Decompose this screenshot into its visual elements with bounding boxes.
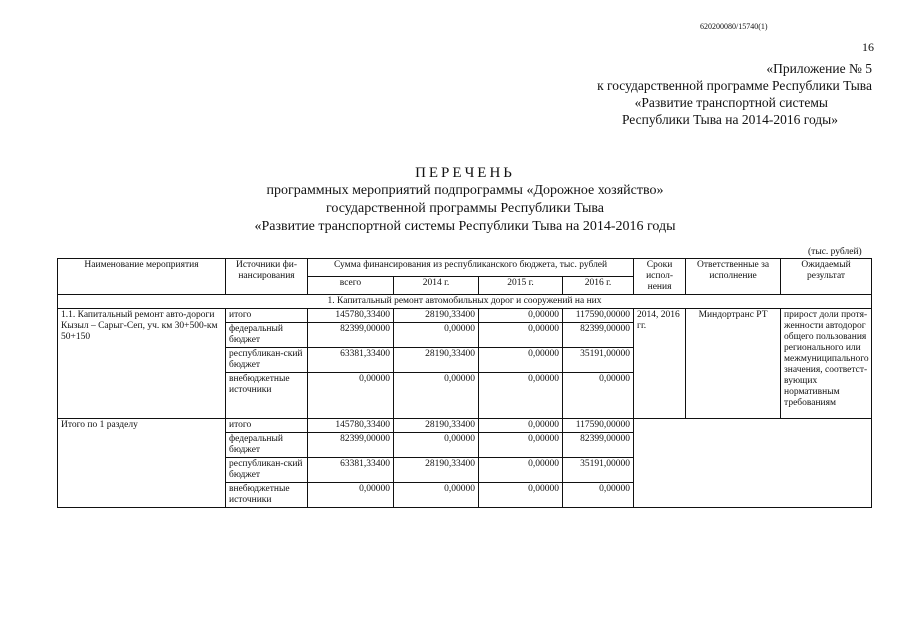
source-cell: федеральный бюджет bbox=[226, 323, 308, 348]
header-name: Наименование мероприятия bbox=[58, 259, 226, 295]
y2015-cell: 0,00000 bbox=[479, 458, 563, 483]
header-2015: 2015 г. bbox=[479, 277, 563, 295]
document-code: 620200080/15740(1) bbox=[700, 22, 768, 31]
section-row bbox=[58, 295, 872, 309]
appendix-line-4: Республики Тыва на 2014-2016 годы» bbox=[621, 112, 838, 127]
y2014-cell: 28190,33400 bbox=[394, 309, 479, 323]
page-number: 16 bbox=[862, 40, 874, 54]
y2015-cell: 0,00000 bbox=[479, 483, 563, 508]
document-title bbox=[200, 164, 730, 236]
terms-cell: 2014, 2016 гг. bbox=[634, 309, 686, 419]
y2016-cell: 82399,00000 bbox=[563, 433, 634, 458]
section-title: 1. Капитальный ремонт автомобильных дорог и сооружений на них bbox=[58, 295, 872, 309]
total-cell: 0,00000 bbox=[308, 483, 394, 508]
header-responsible: Ответственные за исполнение bbox=[686, 259, 781, 295]
total-cell: 145780,33400 bbox=[308, 419, 394, 433]
header-2016: 2016 г. bbox=[563, 277, 634, 295]
y2015-cell: 0,00000 bbox=[479, 309, 563, 323]
total-cell: 63381,33400 bbox=[308, 348, 394, 373]
y2014-cell: 0,00000 bbox=[394, 373, 479, 419]
y2014-cell: 0,00000 bbox=[394, 433, 479, 458]
y2016-cell: 35191,00000 bbox=[563, 348, 634, 373]
y2015-cell: 0,00000 bbox=[479, 373, 563, 419]
y2016-cell: 82399,00000 bbox=[563, 323, 634, 348]
y2016-cell: 117590,00000 bbox=[563, 309, 634, 323]
total-cell: 82399,00000 bbox=[308, 323, 394, 348]
header-result: Ожидаемый результат bbox=[781, 259, 872, 295]
y2015-cell: 0,00000 bbox=[479, 323, 563, 348]
title-line-2: программных мероприятий подпрограммы «Дорожное хозяйство» bbox=[266, 183, 664, 198]
units-label: (тыс. рублей) bbox=[808, 247, 862, 257]
total-cell: 0,00000 bbox=[308, 373, 394, 419]
y2014-cell: 28190,33400 bbox=[394, 419, 479, 433]
source-cell: республикан-ский бюджет bbox=[226, 348, 308, 373]
y2014-cell: 28190,33400 bbox=[394, 348, 479, 373]
y2014-cell: 0,00000 bbox=[394, 323, 479, 348]
total-cell: 145780,33400 bbox=[308, 309, 394, 323]
y2015-cell: 0,00000 bbox=[479, 419, 563, 433]
source-cell: внебюджетные источники bbox=[226, 373, 308, 419]
title-line-3: государственной программы Республики Тыва bbox=[326, 201, 604, 216]
responsible-cell: Миндортранс РТ bbox=[686, 309, 781, 419]
appendix-line-2: к государственной программе Республики Тыва bbox=[597, 78, 872, 93]
header-sources: Источники фи-нансирования bbox=[226, 259, 308, 295]
total-cell: 63381,33400 bbox=[308, 458, 394, 483]
y2014-cell: 28190,33400 bbox=[394, 458, 479, 483]
source-cell: итого bbox=[226, 309, 308, 323]
table-row bbox=[58, 419, 872, 433]
source-cell: республикан-ский бюджет bbox=[226, 458, 308, 483]
activity-name: 1.1. Капитальный ремонт авто-дороги Кызыл – Сарыг-Сеп, уч. км 30+500-км 50+150 bbox=[58, 309, 226, 419]
y2014-cell: 0,00000 bbox=[394, 483, 479, 508]
total-section-name: Итого по 1 разделу bbox=[58, 419, 226, 508]
appendix-header bbox=[452, 60, 872, 128]
appendix-line-3: «Развитие транспортной системы bbox=[634, 95, 828, 110]
header-terms: Сроки испол-нения bbox=[634, 259, 686, 295]
y2016-cell: 35191,00000 bbox=[563, 458, 634, 483]
y2016-cell: 0,00000 bbox=[563, 483, 634, 508]
table-row bbox=[58, 309, 872, 323]
title-word: ПЕРЕЧЕНЬ bbox=[415, 165, 515, 181]
y2015-cell: 0,00000 bbox=[479, 348, 563, 373]
y2015-cell: 0,00000 bbox=[479, 433, 563, 458]
source-cell: итого bbox=[226, 419, 308, 433]
header-total: всего bbox=[308, 277, 394, 295]
header-funding: Сумма финансирования из республиканского бюджета, тыс. рублей bbox=[308, 259, 634, 277]
empty-area bbox=[634, 419, 872, 508]
result-cell: прирост доли протя-женности автодорог общего пользования регионального или межмуниципального значения, соответст-вующих нормативным требованиям bbox=[781, 309, 872, 419]
total-cell: 82399,00000 bbox=[308, 433, 394, 458]
y2016-cell: 0,00000 bbox=[563, 373, 634, 419]
source-cell: федеральный бюджет bbox=[226, 433, 308, 458]
source-cell: внебюджетные источники bbox=[226, 483, 308, 508]
activities-table bbox=[57, 258, 872, 508]
appendix-line-1: «Приложение № 5 bbox=[766, 61, 872, 76]
header-2014: 2014 г. bbox=[394, 277, 479, 295]
y2016-cell: 117590,00000 bbox=[563, 419, 634, 433]
title-line-4: «Развитие транспортной системы Республики Тыва на 2014-2016 годы bbox=[254, 219, 676, 234]
